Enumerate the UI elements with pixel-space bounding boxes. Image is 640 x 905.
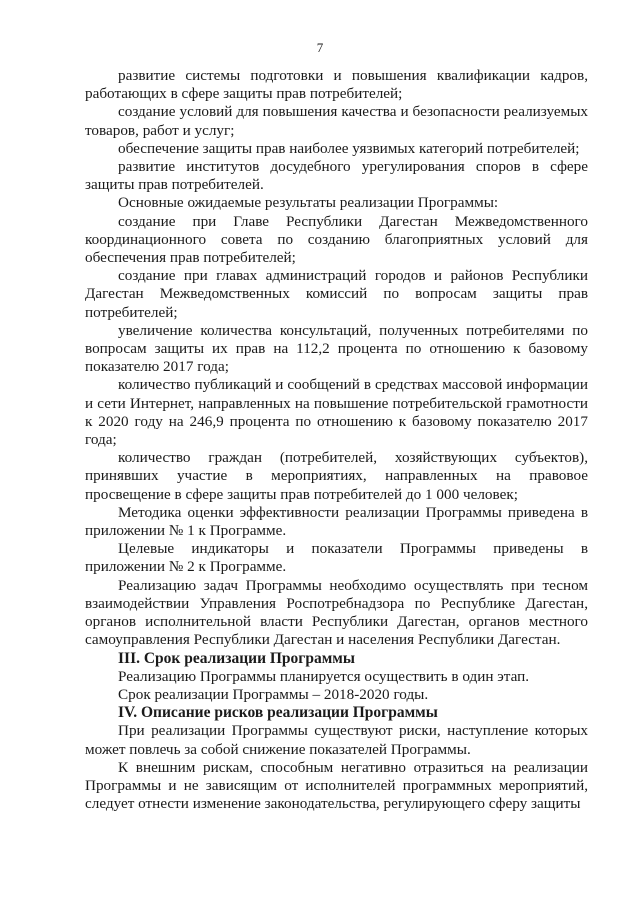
paragraph: Основные ожидаемые результаты реализации Программы: xyxy=(118,194,499,212)
paragraph: Срок реализации Программы – 2018-2020 годы. xyxy=(118,685,429,703)
paragraph: Реализацию Программы планируется осуществить в один этап. xyxy=(118,667,530,685)
paragraph: увеличение количества консультаций, полученных потребителями по вопросам защиты их прав на 112,2 процента по отношению к базовому показателю 2017 года; xyxy=(85,321,588,376)
paragraph: развитие институтов досудебного урегулирования споров в сфере защиты прав потребителей. xyxy=(85,158,588,194)
paragraph: создание условий для повышения качества и безопасности реализуемых товаров, работ и услуг; xyxy=(85,103,588,139)
paragraph: Методика оценки эффективности реализации Программы приведена в приложении № 1 к Программе. xyxy=(85,503,588,540)
document-body xyxy=(85,67,588,813)
paragraph: Реализацию задач Программы необходимо осуществлять при тесном взаимодействии Управления Роспотребнадзора по Республике Дагестан, органов исполнительной власти Республики Дагестан, органов местного самоуправления Республики Дагестан и населения Республики Дагестан. xyxy=(85,576,588,649)
paragraph: К внешним рискам, способным негативно отразиться на реализации Программы и не зависящим от исполнителей программных мероприятий, следует отнести изменение законодательства, регулирующего сферу защиты xyxy=(85,758,588,813)
paragraph: создание при Главе Республики Дагестан Межведомственного координационного совета по созданию благоприятных условий для обеспечения прав потребителей; xyxy=(85,212,588,267)
paragraph: Целевые индикаторы и показатели Программы приведены в приложении № 2 к Программе. xyxy=(85,540,588,576)
section-heading-4: IV. Описание рисков реализации Программы xyxy=(118,704,438,722)
paragraph: развитие системы подготовки и повышения квалификации кадров, работающих в сфере защиты прав потребителей; xyxy=(85,67,588,103)
paragraph: количество публикаций и сообщений в средствах массовой информации и сети Интернет, направленных на повышение потребительской грамотности к 2020 году на 246,9 процента по отношению к базовому показателю 2017 года; xyxy=(85,376,588,449)
section-heading-3: III. Срок реализации Программы xyxy=(118,649,355,667)
paragraph: При реализации Программы существуют риски, наступление которых может повлечь за собой снижение показателей Программы. xyxy=(85,722,588,758)
page-number: 7 xyxy=(316,40,324,55)
paragraph: создание при главах администраций городов и районов Республики Дагестан Межведомственных комиссий по вопросам защиты прав потребителей; xyxy=(85,267,588,321)
paragraph: обеспечение защиты прав наиболее уязвимых категорий потребителей; xyxy=(118,139,580,157)
paragraph: количество граждан (потребителей, хозяйствующих субъектов), принявших участие в мероприятиях, направленных на правовое просвещение в сфере защиты прав потребителей до 1 000 человек; xyxy=(85,449,588,503)
